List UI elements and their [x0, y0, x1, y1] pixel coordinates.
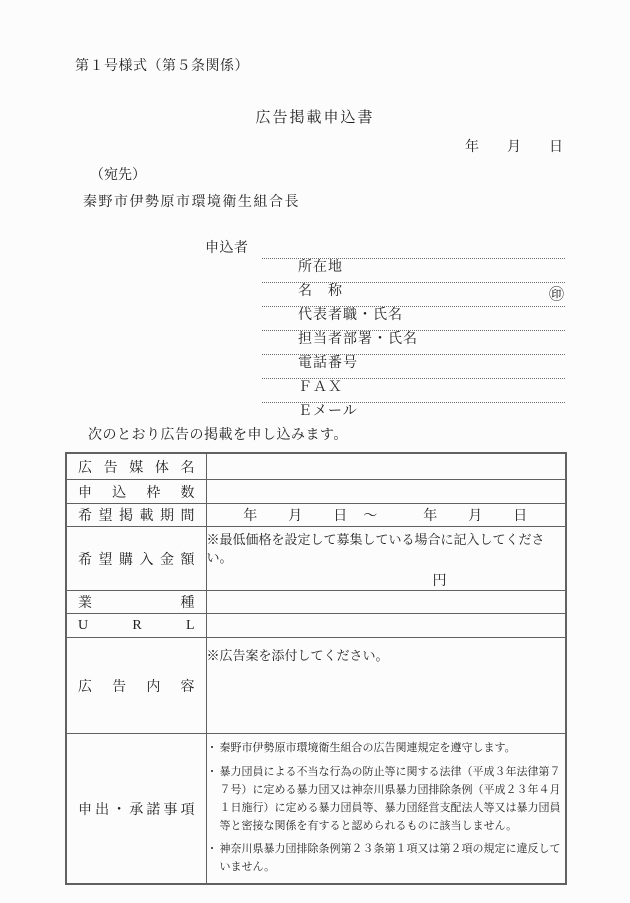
row-content-value — [206, 638, 566, 734]
terms-item-text: 暴力団員による不当な行為の防止等に関する法律（平成３年法律第７７号）に定める暴力団又は神奈川県暴力団排除条例（平成２３年４月１日施行）に定める暴力団員等、暴力団経営支配法人等又は暴力団員等と密接な関係を有すると認められるものに該当しません。 — [219, 766, 561, 832]
content-note: ※広告案を添付してください。 — [206, 648, 389, 664]
row-slots-label-cell — [66, 480, 206, 504]
seal-icon: ㊞ — [548, 287, 564, 303]
field-phone — [262, 331, 565, 371]
date-line: 年 月 日 — [465, 140, 563, 155]
applicant-fields — [262, 235, 565, 419]
field-fax-label: ＦＡＸ — [298, 380, 343, 395]
row-terms-label: 申 出 ・ 承 諾 事 項 — [78, 802, 195, 818]
row-content — [66, 638, 566, 734]
terms-item — [207, 841, 566, 877]
field-email-label: Ｅメール — [298, 404, 358, 419]
field-name-label: 名 称 — [298, 284, 343, 299]
row-industry-label: 業 種 — [78, 596, 195, 612]
row-terms-label-cell — [66, 734, 206, 884]
field-address-label: 所在地 — [298, 260, 343, 275]
row-media — [66, 453, 566, 480]
row-content-label-cell — [66, 638, 206, 734]
row-content-label: 広 告 内 容 — [78, 679, 195, 695]
field-email — [262, 379, 565, 419]
document-title: 広告掲載申込書 — [255, 110, 375, 126]
row-slots — [66, 480, 566, 504]
terms-item-text: 神奈川県暴力団排除条例第２３条第１項又は第２項の規定に違反していません。 — [219, 843, 561, 874]
terms-item-text: 秦野市伊勢原市環境衛生組合の広告関連規定を遵守します。 — [219, 742, 516, 755]
field-contact-person — [262, 307, 565, 347]
row-media-value — [206, 453, 566, 480]
terms-item — [207, 740, 566, 758]
field-phone-label: 電話番号 — [298, 356, 358, 371]
field-contact-person-label: 担当者部署・氏名 — [298, 332, 418, 347]
row-period-label-cell — [66, 504, 206, 527]
row-url-value — [206, 614, 566, 638]
row-amount-label: 希 望 購 入 金 額 — [78, 552, 195, 568]
row-url-label: U R L — [78, 617, 195, 633]
amount-note: ※最低価格を設定して募集している場合に記入してください。 — [206, 532, 545, 566]
recipient-label: （宛先） — [90, 168, 146, 183]
row-amount-label-cell — [66, 527, 206, 591]
row-period — [66, 504, 566, 527]
field-fax — [262, 355, 565, 395]
form-id: 第１号様式（第５条関係） — [75, 59, 249, 74]
row-media-label: 広 告 媒 体 名 — [78, 460, 195, 476]
terms-item — [207, 764, 566, 835]
intro-sentence: 次のとおり広告の掲載を申し込みます。 — [88, 428, 348, 443]
applicant-section — [205, 235, 565, 419]
row-url-label-cell — [66, 614, 206, 638]
row-slots-value — [206, 480, 566, 504]
row-slots-label: 申 込 枠 数 — [78, 485, 195, 501]
amount-unit: 円 — [432, 574, 447, 590]
recipient-name: 秦野市伊勢原市環境衛生組合長 — [83, 195, 300, 210]
row-terms-value — [206, 734, 566, 884]
row-terms — [66, 734, 566, 884]
row-media-label-cell — [66, 453, 206, 480]
field-representative — [262, 283, 565, 323]
bullet-icon: ・ — [206, 742, 218, 755]
row-industry — [66, 591, 566, 614]
row-period-label: 希 望 掲 載 期 間 — [78, 509, 195, 524]
row-period-value: 年 月 日 ～ 年 月 日 — [206, 504, 566, 527]
row-industry-value — [206, 591, 566, 614]
bullet-icon: ・ — [206, 843, 218, 856]
application-table — [65, 452, 567, 885]
row-url — [66, 614, 566, 638]
field-representative-label: 代表者職・氏名 — [298, 308, 403, 323]
bullet-icon: ・ — [206, 766, 218, 779]
field-address — [262, 235, 565, 275]
row-amount-value — [206, 527, 566, 591]
applicant-label: 申込者 — [205, 241, 249, 256]
row-industry-label-cell — [66, 591, 206, 614]
row-amount — [66, 527, 566, 591]
field-name — [262, 259, 565, 299]
